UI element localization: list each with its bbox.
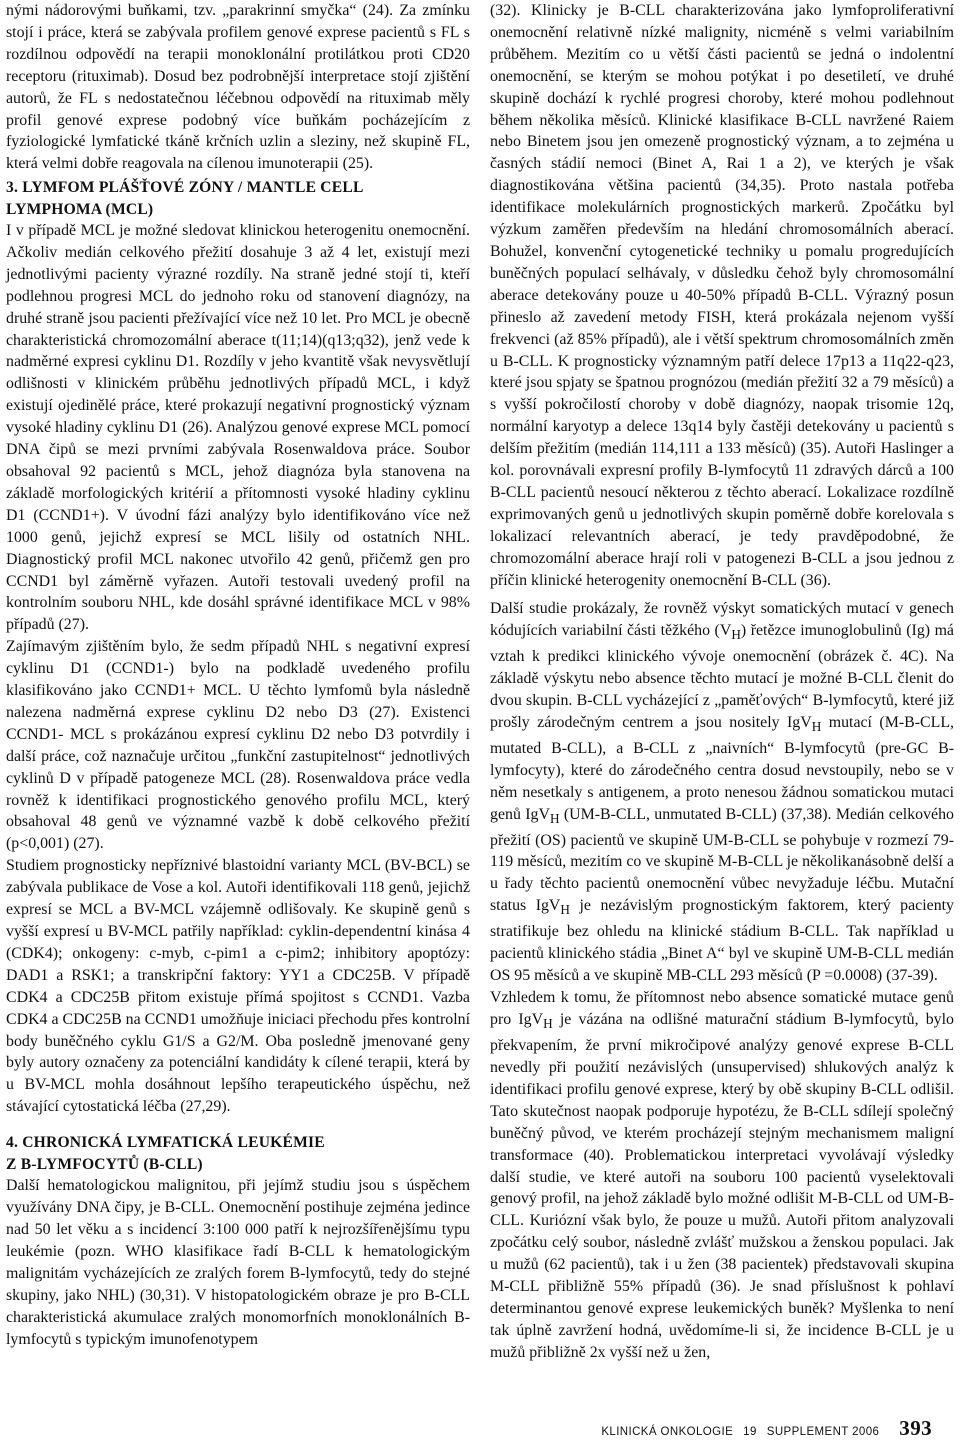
subscript-h: H xyxy=(731,627,741,643)
section-heading-mcl-line2: LYMPHOMA (MCL) xyxy=(6,200,154,218)
section-heading-mcl xyxy=(6,177,470,220)
text-segment: ) řetězce imunoglobulinů (Ig) má vztah k predikci klinického vývoje onemocnění (obrázek č. 4C). Na základě výskytu nebo absence těchto mutací je možné B-CLL členit do dvou skupin. B-CLL vycházející z „paměťových“ B-lymfocytů, které již prošly zárodečným centrem a jsou nositely IgV xyxy=(490,621,954,731)
journal-volume: 19 xyxy=(743,1426,757,1438)
paragraph-bcll-ighv-mutations xyxy=(490,598,954,987)
paragraph-mcl-blastoid: Studiem prognosticky nepříznivé blastoidní varianty MCL (BV-BCL) se zabývala publikace de Vose a kol. Autoři identifikovali 118 genů, jejichž expresí se MCL a BV-MCL vzájemně odlišovaly. Ke skupině genů s vyšší expresí u BV-MCL patřily například: cyklin-dependentní kinása 4 (CDK4); onkogeny: c-myb, c-pim1 a c-pim2; inhibitory apoptózy: DAD1 a RSK1; a transkripční faktory: YY1 a CDC25B. V případě CDK4 a CDC25B přitom existuje přímá spojitost s CCND1. Vazba CDK4 a CDC25B na CCND1 umožňuje iniciaci přechodu přes kontrolní body buněčného cyklu G1/S a G2/M. Oba posledně jmenované geny byly autory označeny za potenciální kandidáty k cílené terapii, která by u BV-MCL mohla dosáhnout lepšího terapeutického úspěchu, než stávající cytostatická léčba (27,29). xyxy=(6,857,470,1116)
paragraph-bcll-intro: Další hematologickou malignitou, při jejímž studiu jsou s úspěchem využívány DNA čipy, je B-CLL. Onemocnění postihuje zejména jedince nad 50 let věku a s incidencí 3:100 000 patří k nejrozšířenějšímu typu leukémie (pozn. WHO klasifikace řadí B-CLL k hematologickým malignitám vycházejících ze zralých forem B-lymfocytů, tedy do stejné skupiny, jako NHL) (30,31). V histopatologickém obraze je pro B-CLL charakteristická akumulace zralých monomorfních monoklonálních B-lymfocytů s typickým imunofenotypem xyxy=(6,1177,470,1348)
right-column xyxy=(490,0,954,1364)
text-segment: mutací (M-B-CLL, mutated B-CLL), a B-CLL z „naivních“ B-lymfocytů (pre-GC B-lymfocyty), které do zárodečného centra dosud nevstoupily, nebo se v něm nesetkaly s antigenem, a proto nenesou žádnou somatickou mutaci genů IgV xyxy=(490,713,954,823)
text-segment: je nezávislým prognostickým faktorem, který pacienty stratifikuje bez ohledu na klinické stádium B-CLL. Tak například u pacientů klinického stádia „Binet A“ byl ve skupině UM-B-CLL medián OS 95 měsíců a ve skupině MB-CLL 293 měsíců (P =0.0008) (37-39). xyxy=(490,897,954,985)
page-footer xyxy=(601,1416,932,1441)
journal-name: KLINICKÁ ONKOLOGIE xyxy=(601,1426,734,1438)
section-heading-mcl-line1: 3. LYMFOM PLÁŠŤOVÉ ZÓNY / MANTLE CELL xyxy=(6,179,364,196)
text-segment: je vázána na odlišné maturační stádium B-lymfocytů, bylo překvapením, že první mikročipové analýzy genové exprese B-CLL nevedly při použití nezávislých (unsupervised) shlukových analýz k identifikaci profilu genové exprese, který by obě skupiny B-CLL odlišil. Tato skutečnost naopak podporuje hypotézu, že B-CLL sdílejí společný buněčný původ, ve kterém procházejí stejným mechanismem maligní transformace (40). Problematickou interpretaci vyvolávají výsledky další studie, ve které autoři na souboru 100 pacientů vyselektovali genový profil, na jehož základě bylo možné odlišit M-B-CLL od UM-B-CLL. Kuriózní však bylo, že pouze u mužů. Autoři přitom analyzovali zpočátku celý soubor, následně zvlášť mužskou a ženskou populaci. Jak u mužů (62 pacientů), tak i u žen (38 pacientek) představovali skupina M-CLL přibližně 55% případů (36). Je snad příslušnost k pohlaví determinantou genové exprese leukemických buněk? Myšlenka to není tak úplně zavržení hodná, uvědomíme-li si, že incidence B-CLL je u mužů přibližně 2x vyšší než u žen, xyxy=(490,1011,954,1361)
paragraph-mcl-intro: I v případě MCL je možné sledovat klinickou heterogenitu onemocnění. Ačkoliv medián celkového přežití dosahuje 3 až 4 let, existují mezi jednotlivými pacienty výrazné rozdíly. Na straně jedné stojí ti, kteří podlehnou progresi MCL do jednoho roku od stanovení diagnózy, na druhé straně jsou pacienti přežívající více než 10 let. Pro MCL je obecně charakteristická chromozomální aberace t(11;14)(q13;q32), jenž vede k nadměrné expresi cyklinu D1. Rozdíly v jeho kvantitě však nevysvětlují odlišnosti v klinickém průběhu jednotlivých případů MCL, i když existují ojedinělé práce, které prokazují negativní prognostický význam vysoké hladiny cyklinu D1 (26). Analýzou genové exprese MCL pomocí DNA čipů se mezi prvními zabývala Rosenwaldova práce. Soubor obsahoval 92 pacientů s MCL, jehož diagnóza byla stanovena na základě morfologických kritérií a přítomnosti vysoké hladiny cyklinu D1 (CCND1+). V úvodní fázi analýzy bylo identifikováno více než 1000 genů, jejichž expresí se MCL lišily od ostatních NHL. Diagnostický profil MCL nakonec utvořilo 42 genů, přičemž gen pro CCND1 byl záměrně vyřazen. Autoři testovali uvedený profil na kontrolním souboru NHL, kde dosáhl správné identifikace MCL v 98% případů (27). xyxy=(6,222,470,634)
page-number: 393 xyxy=(899,1416,932,1440)
section-heading-bcll-line2: Z B-LYMFOCYTŮ (B-CLL) xyxy=(6,1155,203,1173)
subscript-h: H xyxy=(543,1016,553,1032)
left-column xyxy=(6,0,470,1350)
subscript-h: H xyxy=(811,718,822,734)
text-segment: Další studie prokázaly, že rovněž výskyt somatických mutací v genech kódujících variabilní části těžkého (V xyxy=(490,600,954,639)
subscript-h: H xyxy=(560,902,570,918)
paragraph-fl-continuation: nými nádorovými buňkami, tzv. „parakrinní smyčka“ (24). Za zmínku stojí i práce, která se zabývala profilem genové exprese pacientů s FL s rozdílnou odpovědí na terapii monoklonální protilátkou proti CD20 receptoru (rituximab). Dosud bez podrobnější interpretace stojí zjištění autorů, že FL s nedostatečnou léčebnou odpovědí na rituximab měly profil genové exprese podobný více buňkám pocházejícím z fyziologické lymfatické tkáně krčních uzlin a sleziny, než skupině FL, která velmi dobře reagovala na cílenou imunoterapii (25). xyxy=(6,2,470,173)
text-segment: (UM-B-CLL, unmutated B-CLL) (37,38). Medián celkového přežití (OS) pacientů ve skupině UM-B-CLL se pohybuje v rozmezí 79-119 měsíců, mezitím co ve skupině M-B-CLL je několikanásobně delší a u řady těchto pacientů onemocnění vůbec nevyžaduje léčbu. Mutační status IgV xyxy=(490,805,954,915)
text-segment: Vzhledem k tomu, že přítomnost nebo absence somatické mutace genů pro IgV xyxy=(490,989,954,1028)
journal-supplement: SUPPLEMENT 2006 xyxy=(766,1426,880,1438)
subscript-h: H xyxy=(549,810,560,826)
section-heading-bcll-line1: 4. CHRONICKÁ LYMFATICKÁ LEUKÉMIE xyxy=(6,1134,325,1152)
paragraph-mcl-ccnd1-negative: Zajímavým zjištěním bylo, že sedm případů NHL s negativní expresí cyklinu D1 (CCND1-) bylo na podkladě uvedeného profilu klasifikováno jako CCND1+ MCL. U těchto lymfomů byla následně nalezena nadměrná exprese cyklinu D2 nebo D3 (27). Existenci CCND1- MCL s prokázánou expresí cyklinu D2 nebo D3 potvrdily i další práce, což naznačuje určitou „funkční zastupitelnost“ jednotlivých cyklinů D v případě patogeneze MCL (28). Rosenwaldova práce vedla rovněž k identifikaci prognostického genového profilu MCL, který obsahoval 48 genů ve významné vazbě k době celkového přežití (p<0,001) (27). xyxy=(6,638,470,853)
paragraph-bcll-clinical: (32). Klinicky je B-CLL charakterizována jako lymfoproliferativní onemocnění relativně nízké malignity, nicméně s velmi variabilním průběhem. Mezitím co u větší části pacientů se jedná o indolentní onemocnění, se kterým se mohou potýkat i po desetiletí, ve druhé skupině dochází k rychlé progresi choroby, které mohou podlehnout během několika měsíců. Klinické klasifikace B-CLL navržené Raiem nebo Binetem jsou jen omezeně prognostický význam, a to zejména u časných stádií nemoci (Binet A, Rai 1 a 2), ve kterých je však diagnostikována většina pacientů (34,35). Proto nastala potřeba identifikace molekulárních prognostických markerů. Zpočátku byl výzkum zaměřen především na hledání chromosomálních aberací. Bohužel, konvenční cytogenetické techniky u pomalu progredujících buněčných populací selhávaly, v důsledku čehož byly chromosomální aberace detekovány pouze u 40-50% případů B-CLL. Výrazný posun přineslo až zavedení metody FISH, která prokázala nejenom vyšší frekvenci (až 85% případů), ale i větší spektrum chromosomálních změn u B-CLL. K prognosticky významným patří delece 17p13 a 11q22-q23, které jsou spjaty se špatnou prognózou (medián přežití 32 a 79 měsíců) a s vyšší pokročilostí choroby v době diagnózy, naopak trisomie 12q, normální karyotyp a delece 13q14 byly častěji detekovány u pacientů s delším přežitím (medián 114,111 a 133 měsíců) (35). Autoři Haslinger a kol. porovnávali expresní profily B-lymfocytů 11 zdravých dárců a 100 B-CLL pacientů nesoucí některou z těchto aberací. Lokalizace rozdílně exprimovaných genů u jednotlivých skupin poměrně dobře korelovala s lokalizací relevantních aberací, je tedy pravděpodobné, že chromozomální aberace hrají roli v patogenezi B-CLL a jsou jednou z příčin klinické heterogenity onemocnění B-CLL (36). xyxy=(490,2,954,589)
paragraph-bcll-expression-profiles xyxy=(490,987,954,1364)
section-heading-bcll xyxy=(6,1132,470,1175)
